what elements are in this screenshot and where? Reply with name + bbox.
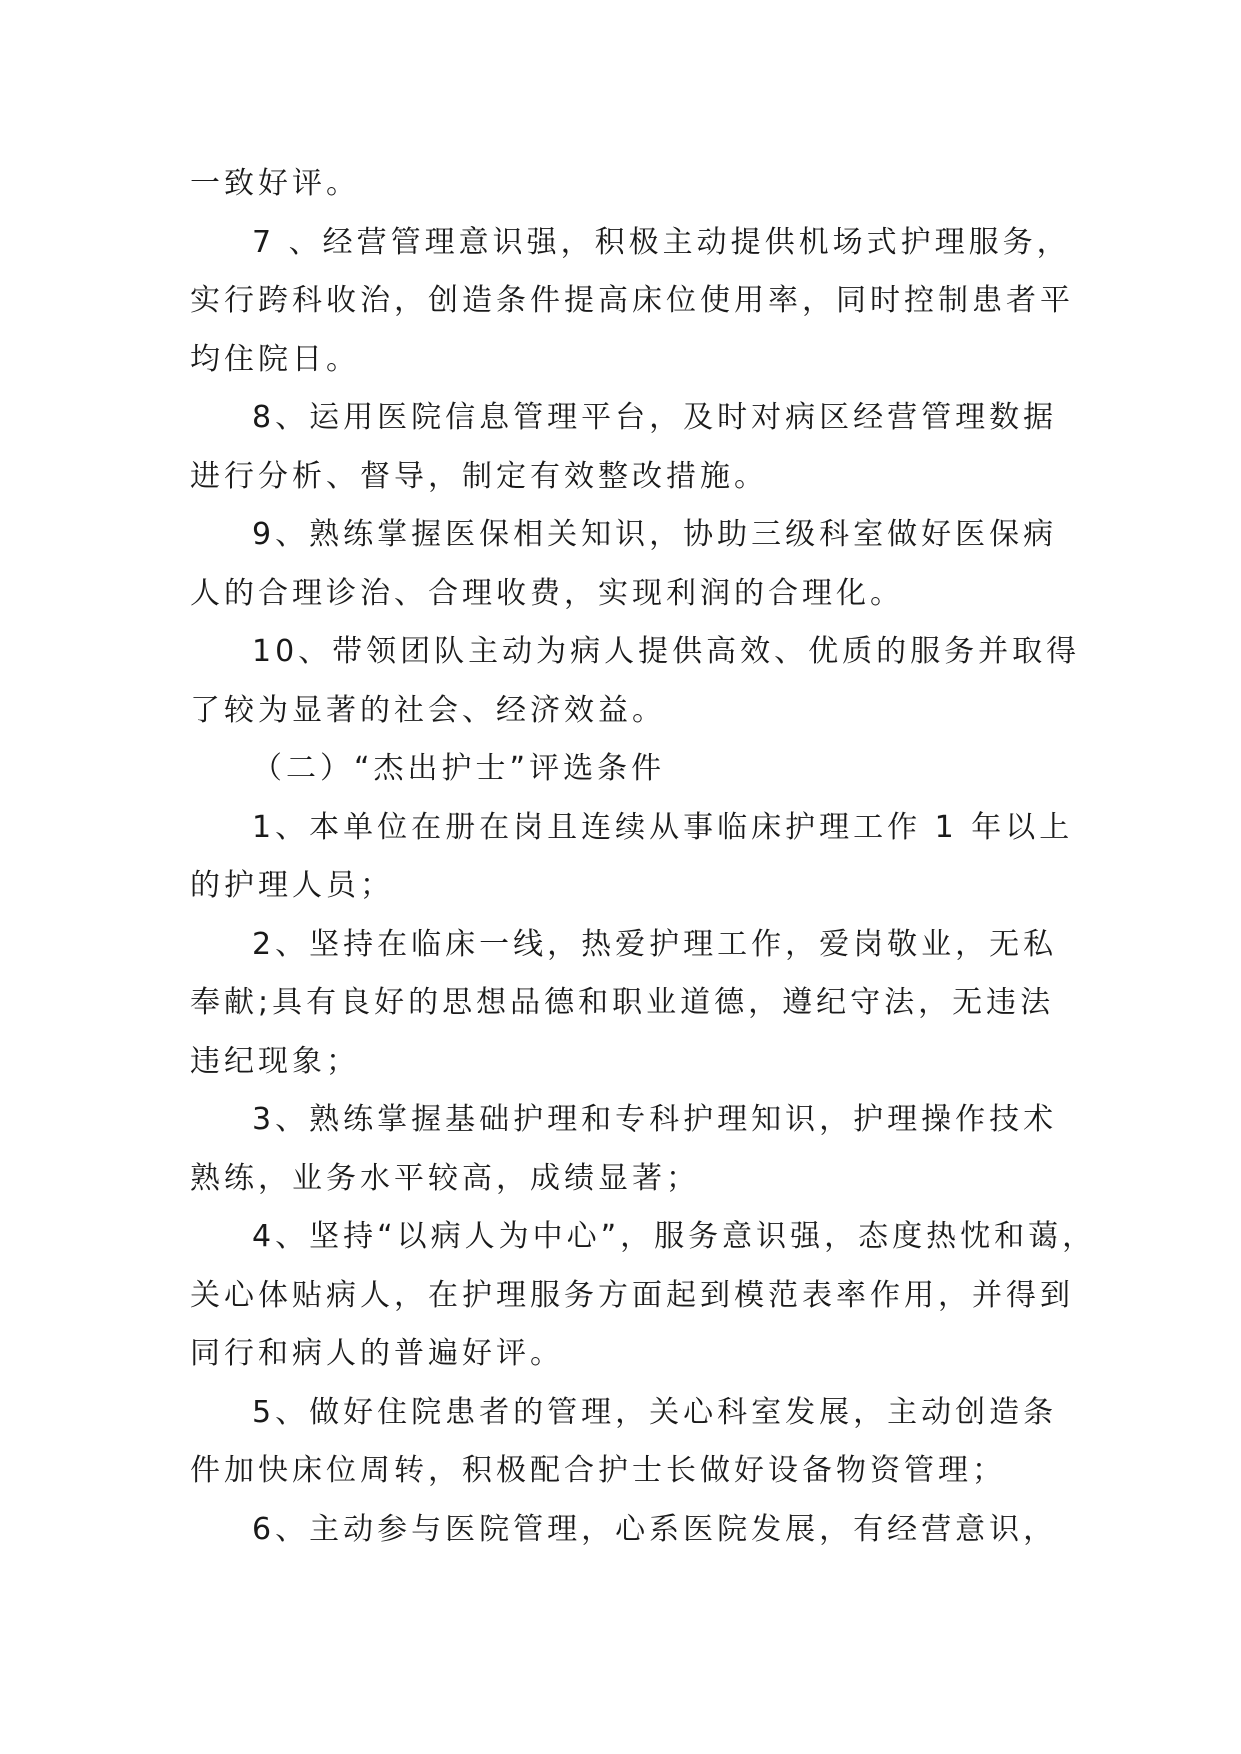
- text-line: 违纪现象；: [190, 1043, 360, 1079]
- text-line: 实行跨科收治，创造条件提高床位使用率，同时控制患者平: [190, 283, 1074, 318]
- text-line: 9、熟练掌握医保相关知识，协助三级科室做好医保病: [252, 517, 1058, 552]
- text-line: 3、熟练掌握基础护理和专科护理知识，护理操作技术: [252, 1102, 1058, 1137]
- text-line: 件加快床位周转，积极配合护士长做好设备物资管理；: [190, 1453, 1006, 1488]
- text-line: 的护理人员；: [190, 868, 394, 903]
- text-line: 进行分析、督导，制定有效整改措施。: [190, 458, 768, 494]
- text-line: 了较为显著的社会、经济效益。: [190, 692, 666, 728]
- document-body: [190, 155, 1097, 1559]
- text-line: 8、运用医院信息管理平台，及时对病区经营管理数据: [252, 400, 1058, 435]
- text-line: 人的合理诊治、合理收费，实现利润的合理化。: [190, 575, 904, 611]
- text-line: 5、做好住院患者的管理，关心科室发展，主动创造条: [252, 1394, 1058, 1430]
- text-line: 6、主动参与医院管理，心系医院发展，有经营意识，: [252, 1511, 1058, 1547]
- text-line: 关心体贴病人，在护理服务方面起到模范表率作用，并得到: [190, 1277, 1074, 1313]
- text-line: 2、坚持在临床一线，热爱护理工作，爱岗敬业，无私: [252, 926, 1058, 962]
- text-line: 10、带领团队主动为病人提供高效、优质的服务并取得: [252, 634, 1081, 669]
- text-line: 均住院日。: [190, 341, 360, 377]
- section-heading: （二）“杰出护士”评选条件: [252, 751, 666, 786]
- text-line: 奉献;具有良好的思想品德和职业道德，遵纪守法，无违法: [190, 985, 1055, 1020]
- text-line: 同行和病人的普遍好评。: [190, 1336, 564, 1371]
- text-line: 7 、经营管理意识强，积极主动提供机场式护理服务，: [252, 224, 1071, 260]
- text-line: 4、坚持“以病人为中心”，服务意识强，态度热忱和蔼，: [252, 1219, 1097, 1254]
- text-line: 1、本单位在册在岗且连续从事临床护理工作 1 年以上: [252, 809, 1074, 845]
- text-line: 熟练，业务水平较高，成绩显著；: [190, 1160, 700, 1196]
- text-line: 一致好评。: [190, 166, 360, 201]
